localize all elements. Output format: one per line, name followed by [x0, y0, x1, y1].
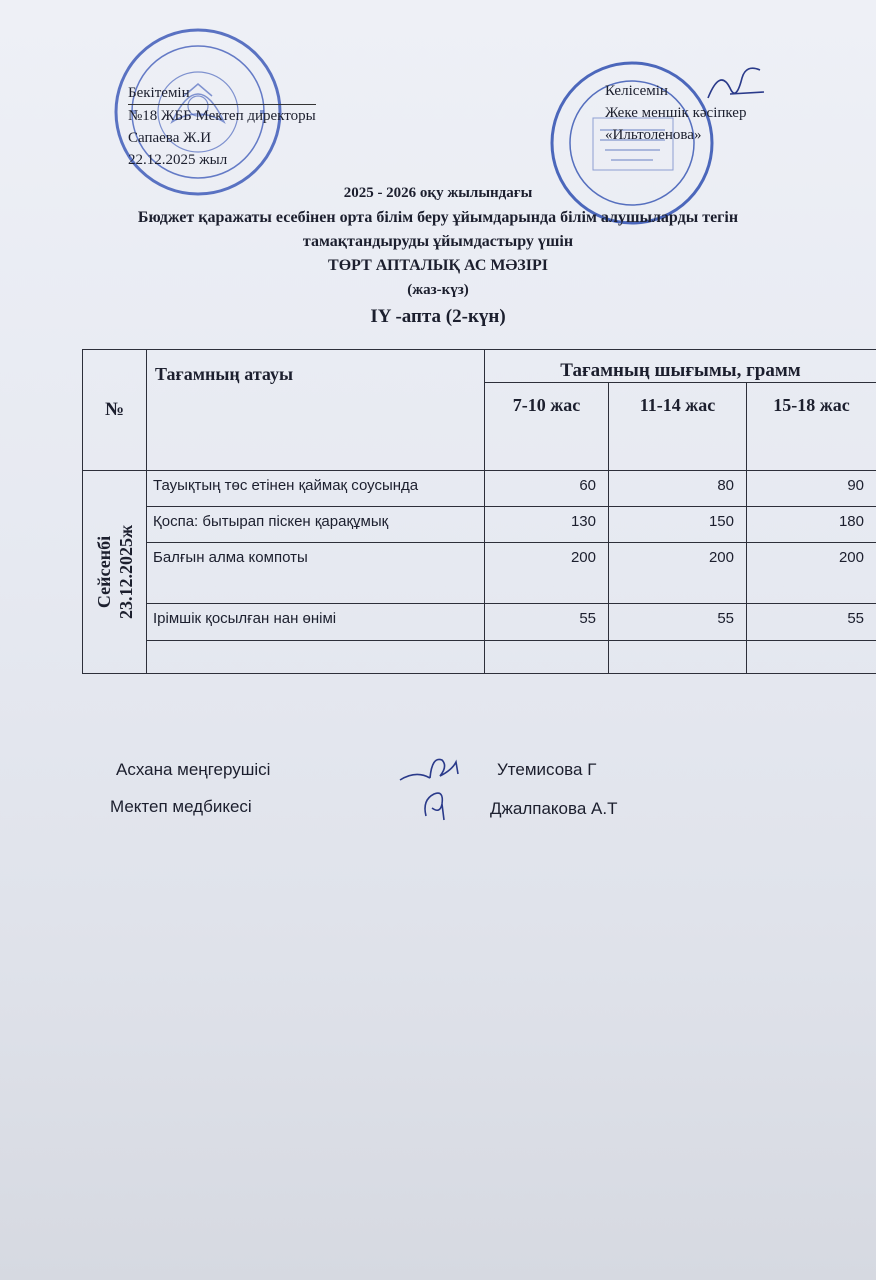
day-name: Сейсенбі [93, 535, 114, 609]
dish-name: Тауықтың төс етінен қаймақ соусында [147, 471, 485, 507]
table-row [83, 471, 876, 507]
approval-left-line3: Сапаева Ж.И [128, 130, 212, 146]
approval-left [128, 82, 316, 171]
nurse-signature-icon [418, 786, 458, 822]
yield-value: 200 [609, 543, 747, 604]
menu-table [82, 349, 876, 674]
yield-value: 200 [747, 543, 876, 604]
subtitle-line2: тамақтандыруды ұйымдастыру үшін [302, 233, 574, 250]
season: (жаз-күз) [407, 282, 469, 298]
subtitle-line1: Бюджет қаражаты есебінен орта білім беру ұйымдарында білім алушыларды тегін [137, 209, 739, 226]
dish-name: Қоспа: бытырап піскен қарақұмық [147, 507, 485, 543]
approval-left-line1: Бекітемін [128, 82, 316, 105]
column-number-header: № [83, 350, 147, 471]
approval-right-line1: Келісемін [605, 83, 668, 99]
table-row [83, 641, 876, 674]
age-group-header: 11-14 жас [609, 383, 747, 471]
approval-left-line2: №18 ЖББ Мектеп директоры [128, 108, 316, 124]
yield-value: 200 [485, 543, 609, 604]
approval-right-line3: «Ильтоленова» [605, 127, 702, 143]
canteen-manager-signature-icon [396, 750, 476, 790]
dish-name: Ірімшік қосылған нан өнімі [147, 604, 485, 641]
week-day: IY -апта (2-күн) [370, 306, 506, 327]
yield-value [609, 641, 747, 674]
age-group-header: 15-18 жас [747, 383, 876, 471]
yield-value: 60 [485, 471, 609, 507]
approval-right-line2: Жеке меншік кәсіпкер [605, 105, 747, 121]
yield-value: 80 [609, 471, 747, 507]
yield-value: 55 [609, 604, 747, 641]
table-row [83, 543, 876, 604]
academic-year: 2025 - 2026 оқу жылындағы [343, 185, 533, 201]
yield-value: 90 [747, 471, 876, 507]
yield-value: 55 [485, 604, 609, 641]
school-nurse-role: Мектеп медбикесі [110, 797, 252, 816]
table-row [83, 604, 876, 641]
yield-value [747, 641, 876, 674]
approval-right [605, 80, 746, 146]
column-name-header: Тағамның атауы [147, 350, 485, 471]
yield-value: 130 [485, 507, 609, 543]
yield-value: 150 [609, 507, 747, 543]
approval-left-line4: 22.12.2025 жыл [128, 152, 228, 168]
canteen-manager-name: Утемисова Г [497, 760, 597, 779]
yield-value [485, 641, 609, 674]
day-label-cell [83, 471, 147, 674]
day-label [93, 525, 137, 619]
column-yield-header: Тағамның шығымы, грамм [485, 350, 876, 383]
menu-title: ТӨРТ АПТАЛЫҚ АС МӘЗІРІ [328, 257, 548, 274]
dish-name [147, 641, 485, 674]
dish-name: Балғын алма компоты [147, 543, 485, 604]
school-nurse-name: Джалпакова А.Т [490, 799, 618, 818]
yield-value: 55 [747, 604, 876, 641]
day-date: 23.12.2025ж [115, 524, 136, 620]
yield-value: 180 [747, 507, 876, 543]
canteen-manager-role: Асхана меңгерушісі [116, 760, 271, 779]
age-group-header: 7-10 жас [485, 383, 609, 471]
table-row [83, 507, 876, 543]
